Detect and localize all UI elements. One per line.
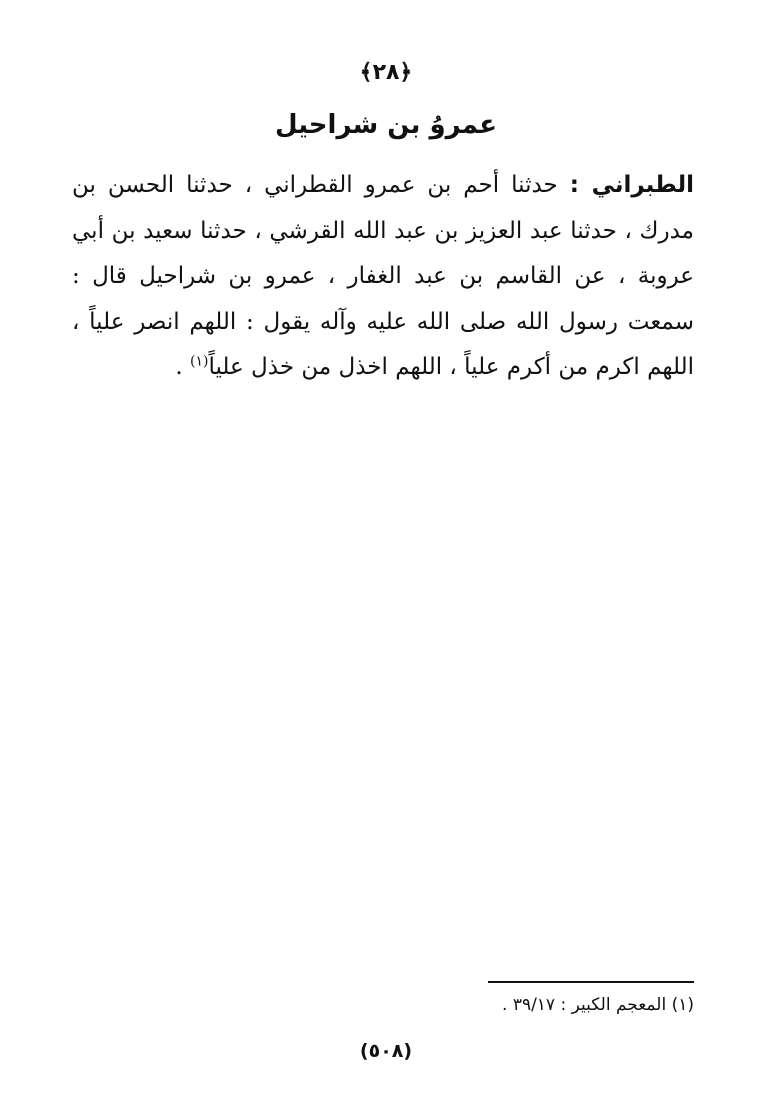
page-number: (٥٠٨) [359,1040,413,1062]
footnote-divider [488,981,694,983]
footnote-reference[interactable]: (١) [189,353,209,370]
hadith-text [72,163,694,391]
hadith-body: حدثنا أحم بن عمرو القطراني ، حدثنا الحسن بن مدرك ، حدثنا عبد العزيز بن عبد الله القرشي ، حدثنا سعيد بن أبي عروبة ، عن القاسم بن عبد الغفار ، عمرو بن شراحيل قال : سمعت رسول الله صلى الله عليه وآله يقول : اللهم انصر علياً ، اللهم اكرم من أكرم علياً ، اللهم اخذل من خذل علياً [72,172,694,380]
entry-title: عمروُ بن شراحيل [274,110,497,140]
entry-number: ﴿٢٨﴾ [359,60,413,85]
footnote: (١) المعجم الكبير : ٣٩/١٧ . [502,995,694,1015]
closing-punctuation: . [175,354,190,380]
source-label: الطبراني : [569,172,694,198]
